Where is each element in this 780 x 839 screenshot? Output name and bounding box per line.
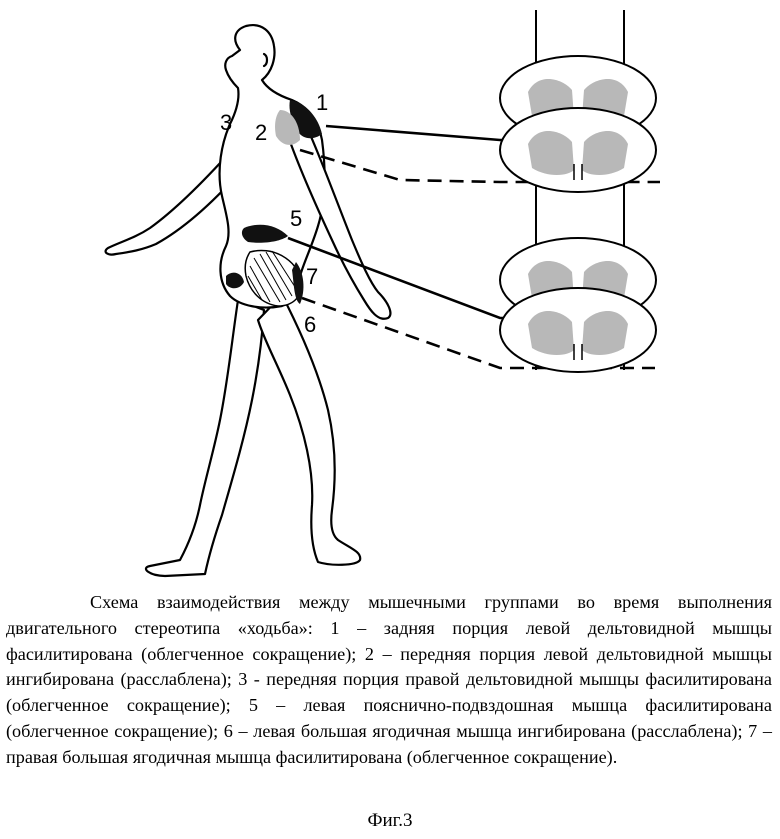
label-7: 7	[306, 264, 319, 289]
figure-caption	[6, 590, 772, 771]
figure-number: Фиг.3	[367, 810, 413, 831]
spinal-section-lower-b	[500, 288, 656, 372]
spinal-cord-segments	[500, 10, 656, 372]
caption-text: Схема взаимодействия между мышечными группами во время выполнения двигательного стереотипа «ходьба»: 1 – задняя порция левой дельтовидной мышцы фасилитирована (облегченное сокращение); 2 – передняя порция левой дельтовидной мышцы ингибирована (расслаблена); 3 - передняя порция правой дельтовидной мышцы фасилитирована (облегченное сокращение); 5 – левая пояснично-подвздошная мышца фасилитирована (облегченное сокращение); 6 – левая большая ягодичная мышца ингибирована (расслаблена); 7 – правая большая ягодичная мышца фасилитирована (облегченное сокращение).	[6, 592, 772, 767]
label-3: 3	[220, 110, 233, 135]
label-1: 1	[316, 90, 329, 115]
spinal-section-upper-b	[500, 108, 656, 192]
label-2: 2	[255, 120, 268, 145]
label-5: 5	[290, 206, 303, 231]
label-6: 6	[304, 312, 317, 337]
walking-human-figure	[106, 25, 391, 576]
